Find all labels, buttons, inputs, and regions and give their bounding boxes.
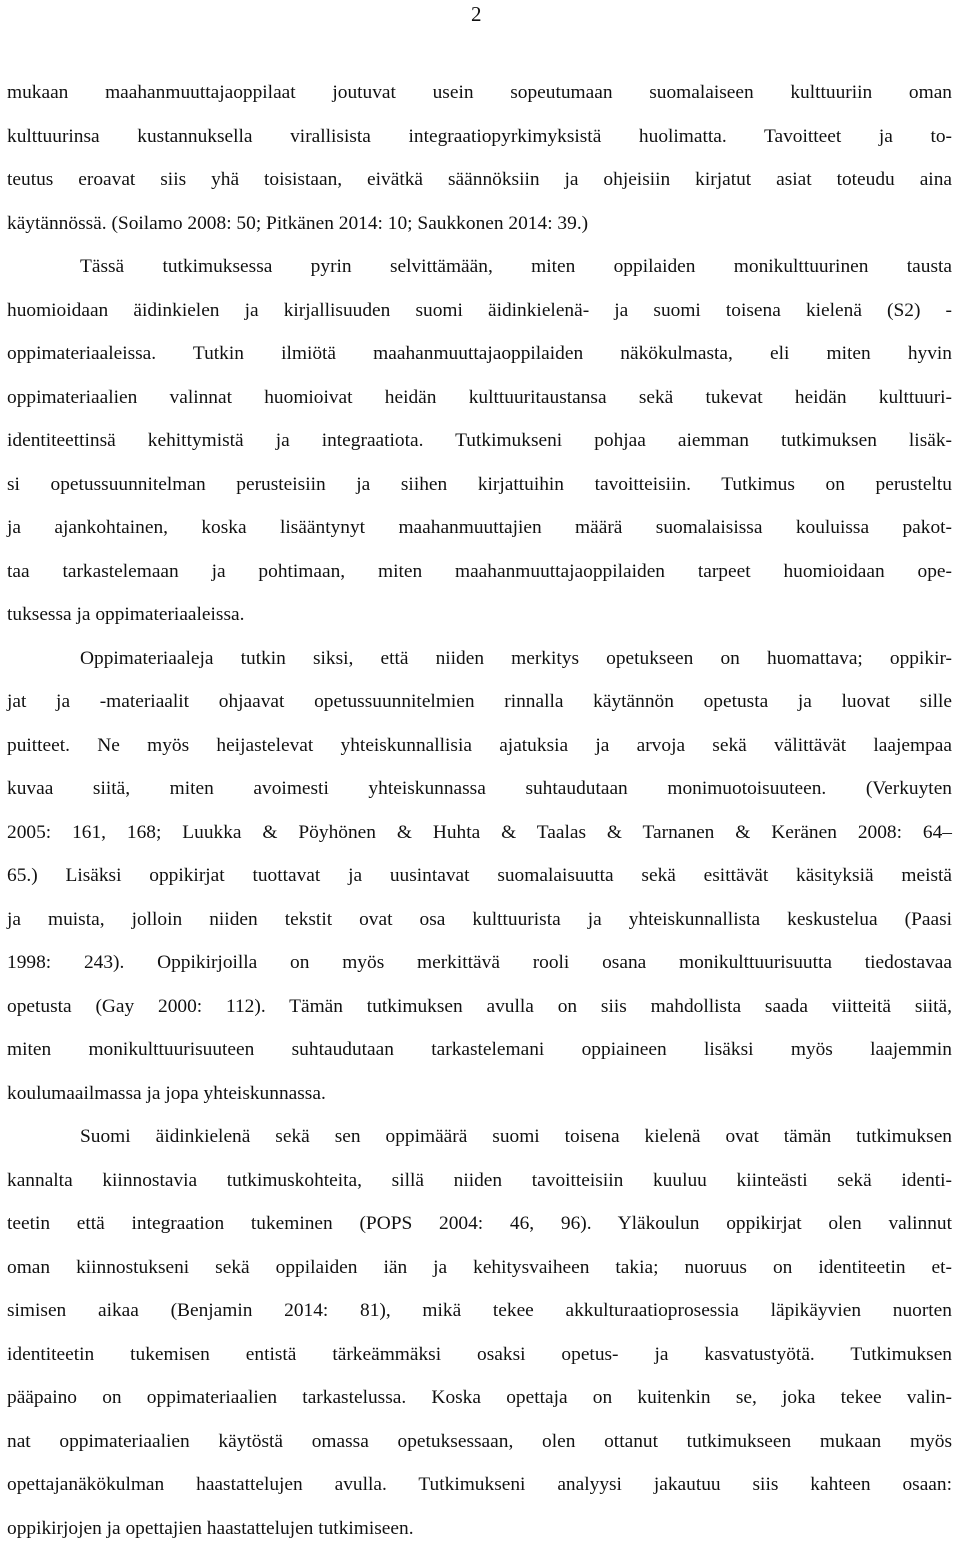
text-line: opettajanäkökulman haastattelujen avulla. Tutkimukseni analyysi jakautuu siis kahteen osaan:: [7, 1463, 952, 1507]
text-line: oman kiinnostukseni sekä oppilaiden iän ja kehitysvaiheen takia; nuoruus on identiteetin et-: [7, 1246, 952, 1290]
text-line: teutus eroavat siis yhä toisistaan, eivätkä säännöksiin ja ohjeisiin kirjatut asiat toteudu aina: [7, 158, 952, 202]
text-line: pääpaino on oppimateriaalien tarkastelussa. Koska opettaja on kuitenkin se, joka tekee valin-: [7, 1376, 952, 1420]
text-line: Oppimateriaaleja tutkin siksi, että niiden merkitys opetukseen on huomattava; oppikir-: [7, 637, 952, 681]
text-line: tuksessa ja oppimateriaaleissa.: [7, 593, 952, 637]
text-line: 2005: 161, 168; Luukka & Pöyhönen & Huhta & Taalas & Tarnanen & Keränen 2008: 64–: [7, 811, 952, 855]
paragraph: [7, 637, 952, 1116]
text-line: kuvaa siitä, miten avoimesti yhteiskunnassa suhtaudutaan monimuotoisuuteen. (Verkuyten: [7, 767, 952, 811]
text-line: Tässä tutkimuksessa pyrin selvittämään, miten oppilaiden monikulttuurinen tausta: [7, 245, 952, 289]
text-line: käytännössä. (Soilamo 2008: 50; Pitkänen 2014: 10; Saukkonen 2014: 39.): [7, 202, 952, 246]
text-line: oppikirjojen ja opettajien haastattelujen tutkimiseen.: [7, 1507, 952, 1550]
text-line: huomioidaan äidinkielen ja kirjallisuuden suomi äidinkielenä- ja suomi toisena kielenä (S2) -: [7, 289, 952, 333]
text-line: nat oppimateriaalien käytöstä omassa opetuksessaan, olen ottanut tutkimukseen mukaan myös: [7, 1420, 952, 1464]
paragraph: [7, 71, 952, 245]
text-line: 1998: 243). Oppikirjoilla on myös merkittävä rooli osana monikulttuurisuutta tiedostavaa: [7, 941, 952, 985]
text-line: 65.) Lisäksi oppikirjat tuottavat ja uusintavat suomalaisuutta sekä esittävät käsityksiä meistä: [7, 854, 952, 898]
text-line: miten monikulttuurisuuteen suhtaudutaan tarkastelemani oppiaineen lisäksi myös laajemmin: [7, 1028, 952, 1072]
text-line: si opetussuunnitelman perusteisiin ja siihen kirjattuihin tavoitteisiin. Tutkimus on perusteltu: [7, 463, 952, 507]
text-line: opetusta (Gay 2000: 112). Tämän tutkimuksen avulla on siis mahdollista saada viitteitä siitä,: [7, 985, 952, 1029]
text-line: mukaan maahanmuuttajaoppilaat joutuvat usein sopeutumaan suomalaiseen kulttuuriin oman: [7, 71, 952, 115]
text-line: ja ajankohtainen, koska lisääntynyt maahanmuuttajien määrä suomalaisissa kouluissa pakot-: [7, 506, 952, 550]
text-line: taa tarkastelemaan ja pohtimaan, miten maahanmuuttajaoppilaiden tarpeet huomioidaan ope-: [7, 550, 952, 594]
text-line: oppimateriaalien valinnat huomioivat heidän kulttuuritaustansa sekä tukevat heidän kulttuuri-: [7, 376, 952, 420]
text-line: jat ja -materiaalit ohjaavat opetussuunnitelmien rinnalla käytännön opetusta ja luovat sille: [7, 680, 952, 724]
text-line: identiteettinsä kehittymistä ja integraatiota. Tutkimukseni pohjaa aiemman tutkimuksen lisäk-: [7, 419, 952, 463]
paragraph: [7, 1115, 952, 1550]
text-line: kannalta kiinnostavia tutkimuskohteita, sillä niiden tavoitteisiin kuuluu kiinteästi sekä identi-: [7, 1159, 952, 1203]
text-line: kulttuurinsa kustannuksella virallisista integraatiopyrkimyksistä huolimatta. Tavoitteet ja to-: [7, 115, 952, 159]
text-line: oppimateriaaleissa. Tutkin ilmiötä maahanmuuttajaoppilaiden näkökulmasta, eli miten hyvin: [7, 332, 952, 376]
body-text: [7, 71, 952, 1550]
page-number: 2: [471, 0, 482, 28]
text-line: simisen aikaa (Benjamin 2014: 81), mikä tekee akkulturaatioprosessia läpikäyvien nuorten: [7, 1289, 952, 1333]
text-line: Suomi äidinkielenä sekä sen oppimäärä suomi toisena kielenä ovat tämän tutkimuksen: [7, 1115, 952, 1159]
text-line: teetin että integraation tukeminen (POPS 2004: 46, 96). Yläkoulun oppikirjat olen valinnut: [7, 1202, 952, 1246]
text-line: ja muista, jolloin niiden tekstit ovat osa kulttuurista ja yhteiskunnallista keskustelua (Paasi: [7, 898, 952, 942]
text-line: identiteetin tukemisen entistä tärkeämmäksi osaksi opetus- ja kasvatustyötä. Tutkimuksen: [7, 1333, 952, 1377]
text-line: koulumaailmassa ja jopa yhteiskunnassa.: [7, 1072, 952, 1116]
paragraph: [7, 245, 952, 637]
text-line: puitteet. Ne myös heijastelevat yhteiskunnallisia ajatuksia ja arvoja sekä välittävät laajempaa: [7, 724, 952, 768]
